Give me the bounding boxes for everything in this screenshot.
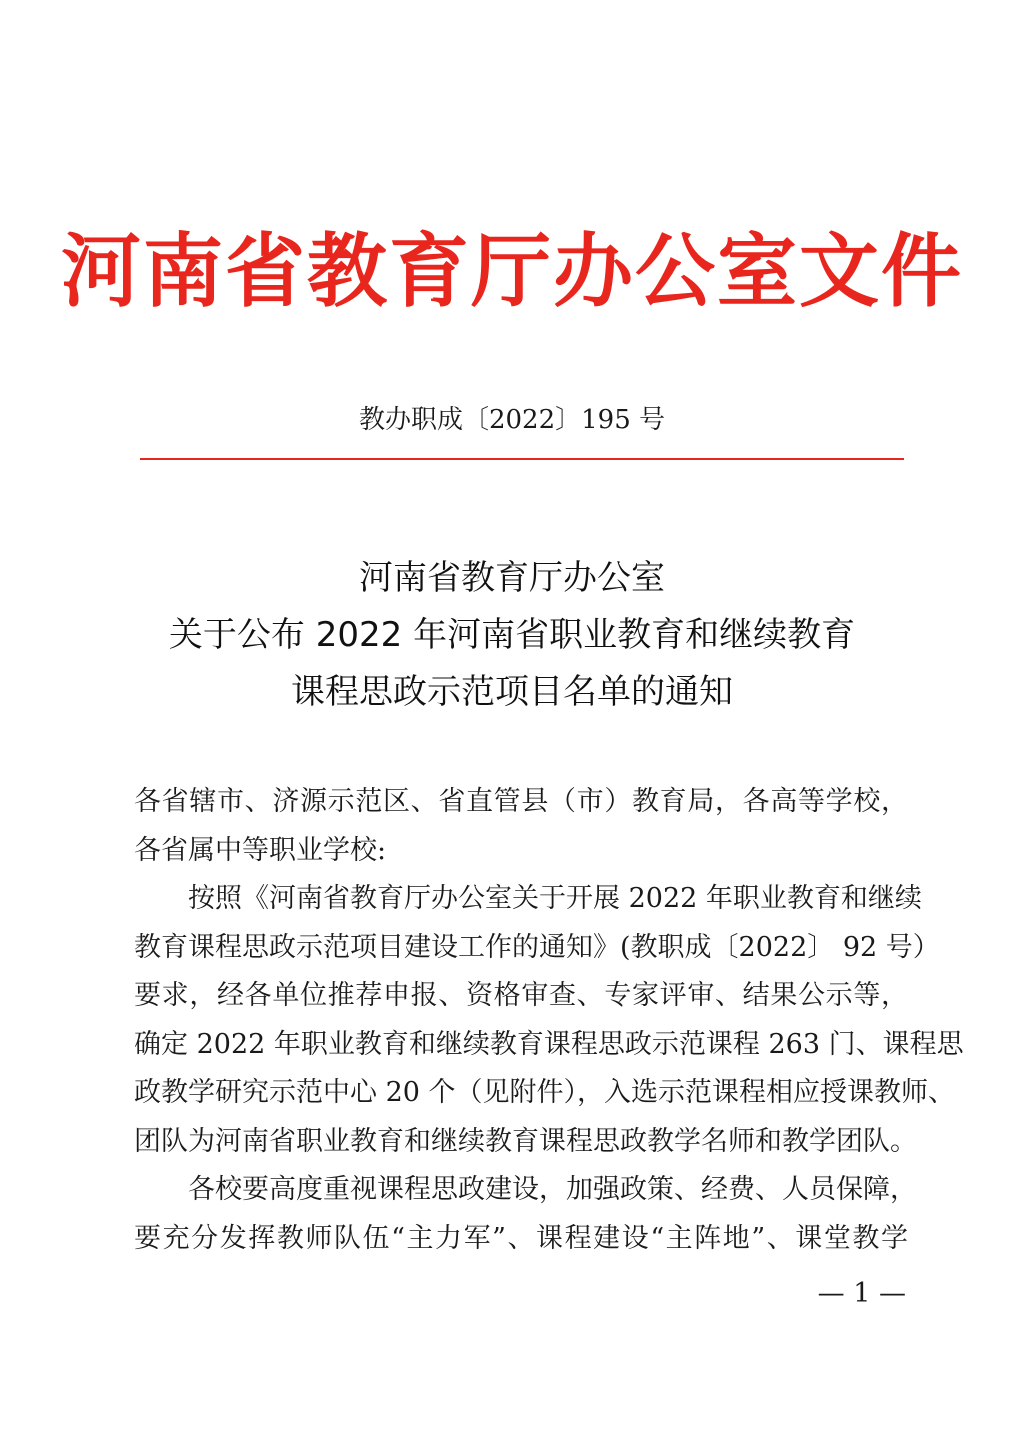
document-title (0, 550, 1024, 721)
title-line: 课程思政示范项目名单的通知 (291, 672, 733, 712)
body-text-line: 各省辖市、济源示范区、省直管县（市）教育局，各高等学校， (134, 786, 908, 817)
page-number: — 1 — (817, 1278, 906, 1309)
title-line: 关于公布 2022 年河南省职业教育和继续教育 (168, 615, 856, 655)
body-text-line: 确定 2022 年职业教育和继续教育课程思政示范课程 263 门、课程思 (134, 1028, 964, 1060)
body-text-line: 按照《河南省教育厅办公室关于开展 2022 年职业教育和继续 (188, 883, 922, 914)
red-divider-line (140, 458, 904, 460)
document-number: 教办职成〔2022〕195 号 (358, 405, 666, 435)
document-masthead: 河南省教育厅办公室文件 (61, 225, 963, 318)
body-text-line: 要充分发挥教师队伍“主力军”、课程建设“主阵地”、课堂教学 (134, 1222, 908, 1254)
body-text-line: 团队为河南省职业教育和继续教育课程思政教学名师和教学团队。 (134, 1125, 917, 1157)
body-text-line: 教育课程思政示范项目建设工作的通知》(教职成〔2022〕 92 号） (134, 931, 940, 963)
body-text-line: 各校要高度重视课程思政建设，加强政策、经费、人员保障， (188, 1174, 917, 1205)
body-text-line: 要求，经各单位推荐申报、资格审查、专家评审、结果公示等， (134, 980, 908, 1011)
body-text-line: 各省属中等职业学校: (134, 834, 387, 866)
title-line: 河南省教育厅办公室 (359, 558, 665, 598)
document-body (134, 778, 964, 1263)
body-text-line: 政教学研究示范中心 20 个（见附件），入选示范课程相应授课教师、 (134, 1077, 956, 1108)
